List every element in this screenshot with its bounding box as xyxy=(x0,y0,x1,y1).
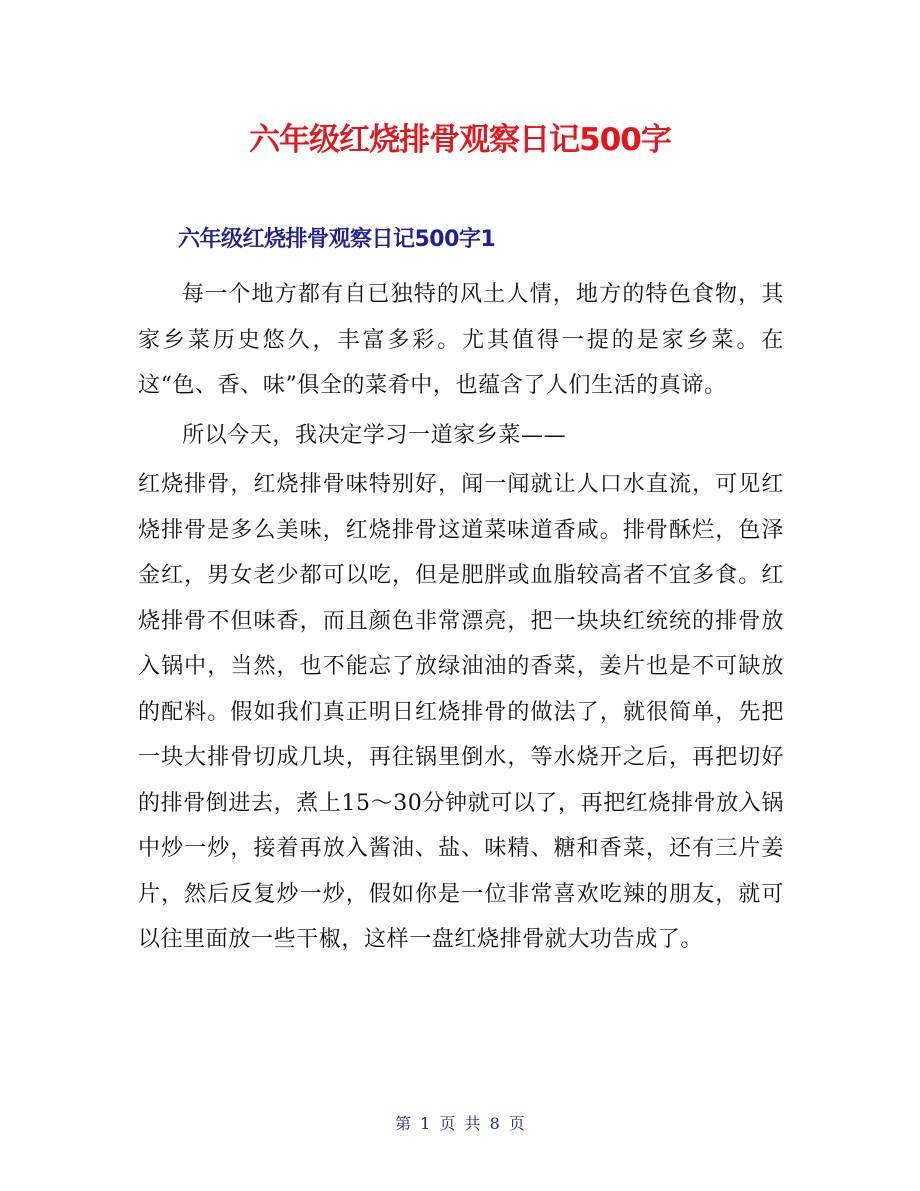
paragraph-intro: 每一个地方都有自已独特的风土人情，地方的特色食物，其家乡菜历史悠久，丰富多彩。尤其值得一提的是家乡菜。在这“色、香、味”俱全的菜肴中，也蕴含了人们生活的真谛。 xyxy=(138,282,784,398)
page-number-footer: 第 1 页 共 8 页 xyxy=(395,1114,525,1133)
paragraph-decision: 所以今天，我决定学习一道家乡菜—— xyxy=(182,422,567,448)
document-title: 六年级红烧排骨观察日记500字 xyxy=(249,122,671,158)
paragraph-recipe: 红烧排骨，红烧排骨味特别好，闻一闻就让人口水直流，可见红烧排骨是多么美味，红烧排骨这道菜味道香咸。排骨酥烂，色泽金红，男女老少都可以吃，但是肥胖或血脂较高者不宜多食。红烧排骨不但味香，而且颜色非常漂亮，把一块块红统统的排骨放入锅中，当然，也不能忘了放绿油油的香菜，姜片也是不可缺放的配料。假如我们真正明日红烧排骨的做法了，就很简单，先把一块大排骨切成几块，再往锅里倒水，等水烧开之后，再把切好的排骨倒进去，煮上15～30分钟就可以了，再把红烧排骨放入锅中炒一炒，接着再放入酱油、盐、味精、糖和香菜，还有三片姜片，然后反复炒一炒，假如你是一位非常喜欢吃辣的朋友，就可以往里面放一些干椒，这样一盘红烧排骨就大功告成了。 xyxy=(138,472,784,952)
section-heading: 六年级红烧排骨观察日记500字1 xyxy=(178,227,496,252)
article-body xyxy=(138,272,784,967)
